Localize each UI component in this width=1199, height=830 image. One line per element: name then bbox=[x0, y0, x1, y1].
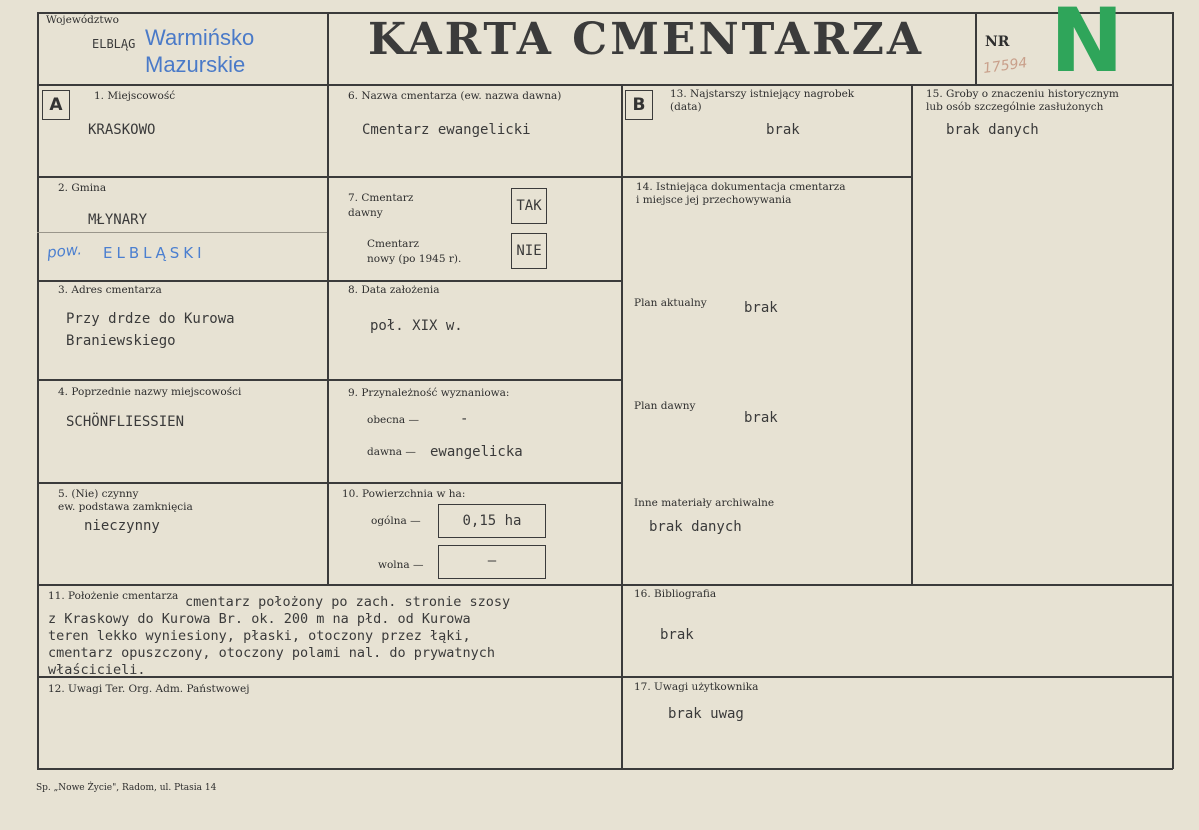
field-2-hand-value: ELBLĄSKI bbox=[103, 244, 206, 262]
field-9-current-label: obecna — bbox=[367, 414, 419, 426]
col-divider-c bbox=[911, 84, 913, 584]
other-archives-label: Inne materiały archiwalne bbox=[634, 497, 775, 509]
voivodeship-label: Województwo bbox=[46, 14, 119, 26]
header-divider-2 bbox=[975, 12, 977, 84]
frame-right bbox=[1172, 12, 1174, 769]
field-16-label: 16. Bibliografia bbox=[634, 588, 717, 600]
frame-header-bottom bbox=[37, 84, 1173, 86]
field-17-value: brak uwag bbox=[668, 706, 744, 722]
field-13-value: brak bbox=[766, 122, 800, 138]
plan-current-value: brak bbox=[744, 300, 778, 316]
field-8-label: 8. Data założenia bbox=[348, 284, 440, 296]
printer-imprint: Sp. „Nowe Życie", Radom, ul. Ptasia 14 bbox=[36, 783, 217, 793]
field-9-label: 9. Przynależność wyznaniowa: bbox=[348, 387, 510, 399]
field-7-new-label: Cmentarz nowy (po 1945 r). bbox=[367, 238, 462, 265]
field-17-label: 17. Uwagi użytkownika bbox=[634, 681, 759, 693]
card-title: KARTA CMENTARZA bbox=[368, 14, 924, 65]
frame-left bbox=[37, 12, 39, 769]
field-6-value: Cmentarz ewangelicki bbox=[362, 122, 531, 138]
header-divider-1 bbox=[327, 12, 329, 84]
plan-old-label: Plan dawny bbox=[634, 400, 696, 412]
field-3-value: Przy drdze do Kurowa Braniewskiego bbox=[66, 311, 235, 349]
field-16-value: brak bbox=[660, 627, 694, 643]
plan-old-value: brak bbox=[744, 410, 778, 426]
field-15-value: brak danych bbox=[946, 122, 1039, 138]
field-12-label: 12. Uwagi Ter. Org. Adm. Państwowej bbox=[48, 683, 250, 695]
field-1-label: 1. Miejscowość bbox=[94, 90, 176, 102]
field-10-label: 10. Powierzchnia w ha: bbox=[342, 488, 466, 500]
voivodeship-stamp-line2: Mazurskie bbox=[145, 52, 246, 77]
field-10-total-label: ogólna — bbox=[371, 515, 421, 527]
field-4-label: 4. Poprzednie nazwy miejscowości bbox=[58, 386, 242, 398]
plan-current-label: Plan aktualny bbox=[634, 297, 707, 309]
field-6-label: 6. Nazwa cmentarza (ew. nazwa dawna) bbox=[348, 90, 562, 102]
frame-bottom bbox=[37, 768, 1173, 770]
row-line-b1 bbox=[621, 176, 911, 178]
voivodeship-typed: ELBLĄG bbox=[92, 37, 136, 51]
col-divider-b bbox=[621, 84, 623, 769]
field-13-label: 13. Najstarszy istniejący nagrobek (data) bbox=[670, 88, 855, 113]
field-7-old-label: 7. Cmentarz dawny bbox=[348, 192, 414, 219]
field-5-label: 5. (Nie) czynny ew. podstawa zamknięcia bbox=[58, 488, 193, 513]
field-4-value: SCHÖNFLIESSIEN bbox=[66, 414, 185, 430]
field-2-value: MŁYNARY bbox=[88, 212, 148, 228]
field-5-value: nieczynny bbox=[84, 518, 160, 534]
field-1-value: KRASKOWO bbox=[88, 122, 156, 138]
row-line-3 bbox=[37, 379, 621, 381]
field-10-total-box: 0,15 ha bbox=[438, 504, 546, 538]
field-11-value: cmentarz położony po zach. stronie szosy z Kraskowy do Kurowa Br. ok. 200 m na płd. od Kurowa teren lekko wyniesiony, płaski, otoczony przez łąki, cmentarz opuszczony, otoczony polami nal. do prywatnych właścicieli. bbox=[48, 594, 511, 678]
row-line-2 bbox=[37, 280, 621, 282]
row-line-5 bbox=[37, 584, 1173, 586]
section-b-letter: B bbox=[625, 90, 653, 120]
col-divider-a bbox=[327, 84, 329, 584]
field-2-hand-underline bbox=[37, 232, 327, 233]
section-a-letter: A bbox=[42, 90, 70, 120]
field-7-new-box: NIE bbox=[511, 233, 547, 269]
field-2-hand-prefix: pow. bbox=[46, 240, 83, 262]
field-8-value: poł. XIX w. bbox=[370, 318, 463, 334]
nr-label: NR bbox=[985, 34, 1010, 50]
field-3-label: 3. Adres cmentarza bbox=[58, 284, 162, 296]
field-11-label: 11. Położenie cmentarza bbox=[48, 590, 179, 602]
row-line-4 bbox=[37, 482, 621, 484]
row-line-1 bbox=[37, 176, 621, 178]
voivodeship-stamp-line1: Warmińsko bbox=[145, 25, 255, 50]
nr-mark: N bbox=[1050, 0, 1124, 92]
field-14-label: 14. Istniejąca dokumentacja cmentarza i miejsce jej przechowywania bbox=[636, 181, 846, 206]
field-15-label: 15. Groby o znaczeniu historycznym lub osób szczególnie zasłużonych bbox=[926, 88, 1119, 113]
field-2-label: 2. Gmina bbox=[58, 182, 107, 194]
field-10-free-box: — bbox=[438, 545, 546, 579]
field-9-former-label: dawna — bbox=[367, 446, 416, 458]
nr-handwritten: 17594 bbox=[982, 54, 1029, 78]
field-9-former-value: ewangelicka bbox=[430, 444, 523, 460]
field-7-old-box: TAK bbox=[511, 188, 547, 224]
field-9-current-value: - bbox=[460, 411, 469, 427]
field-10-free-label: wolna — bbox=[378, 559, 424, 571]
other-archives-value: brak danych bbox=[649, 519, 742, 535]
